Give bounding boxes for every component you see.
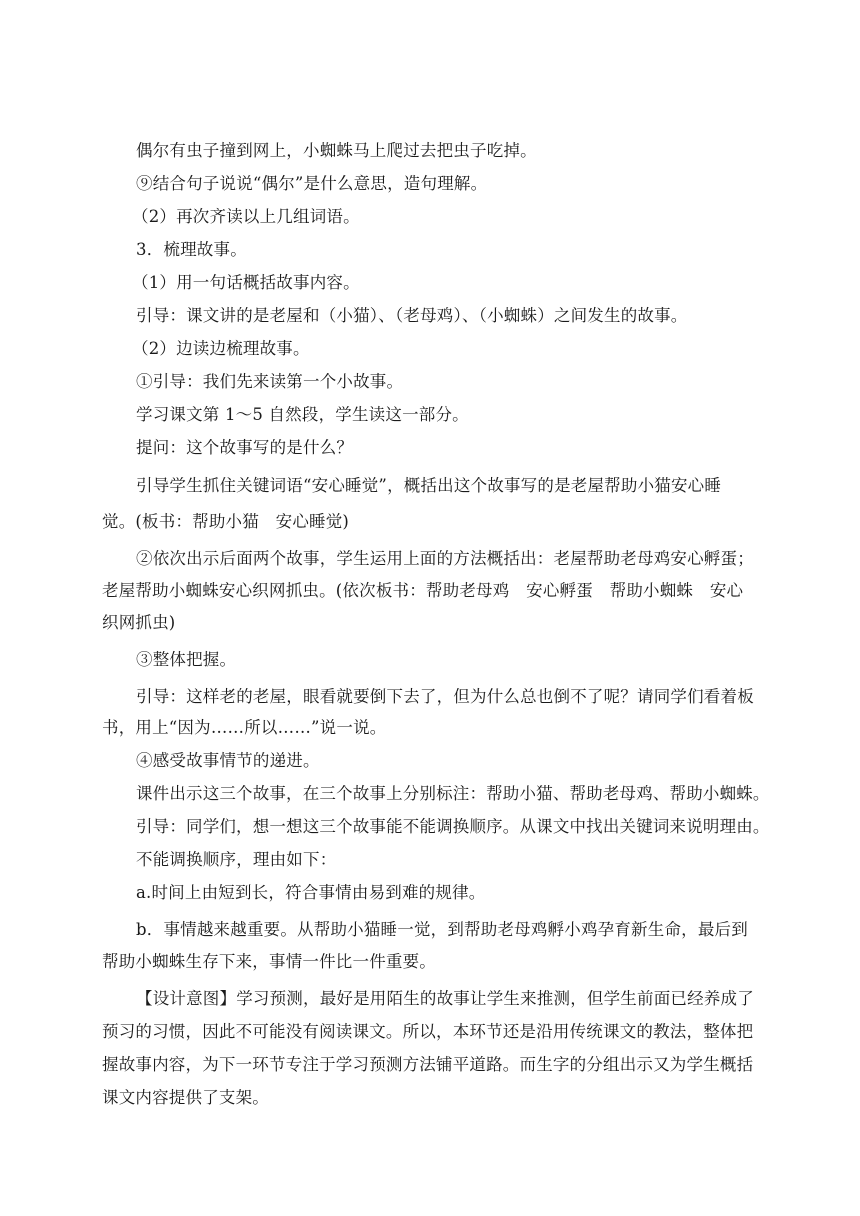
text-line: a.时间上由短到长，符合事情由易到难的规律。 bbox=[136, 883, 486, 902]
section-heading: 3．梳理故事。 bbox=[136, 240, 247, 259]
text-line: 提问：这个故事写的是什么？ bbox=[136, 438, 354, 457]
text-line: ②依次出示后面两个故事，学生运用上面的方法概括出：老屋帮助老母鸡安心孵蛋； bbox=[136, 549, 754, 568]
text-line: 书，用上“因为……所以……”说一说。 bbox=[102, 718, 387, 737]
text-line: 觉。(板书：帮助小猫 安心睡觉) bbox=[102, 512, 350, 531]
text-line: 织网抓虫) bbox=[102, 613, 176, 632]
text-line: ①引导：我们先来读第一个小故事。 bbox=[136, 372, 404, 391]
text-line: 课文内容提供了支架。 bbox=[102, 1088, 269, 1107]
text-line: 握故事内容，为下一环节专注于学习预测方法铺平道路。而生字的分组出示又为学生概括 bbox=[102, 1055, 754, 1074]
text-line: 帮助小蜘蛛生存下来，事情一件比一件重要。 bbox=[102, 952, 436, 971]
text-line: 【设计意图】学习预测，最好是用陌生的故事让学生来推测，但学生前面已经养成了 bbox=[136, 989, 754, 1008]
text-line: 引导学生抓住关键词语“安心睡觉”，概括出这个故事写的是老屋帮助小猫安心睡 bbox=[136, 476, 722, 495]
text-line: 引导：同学们，想一想这三个故事能不能调换顺序。从课文中找出关键词来说明理由。 bbox=[136, 817, 770, 836]
text-line: （2）再次齐读以上几组词语。 bbox=[132, 207, 360, 226]
text-line: 预习的习惯，因此不可能没有阅读课文。所以，本环节还是沿用传统课文的教法，整体把 bbox=[102, 1022, 754, 1041]
text-line: （2）边读边梳理故事。 bbox=[132, 339, 310, 358]
text-line: 课件出示这三个故事，在三个故事上分别标注：帮助小猫、帮助老母鸡、帮助小蜘蛛。 bbox=[136, 784, 770, 803]
text-line: ③整体把握。 bbox=[136, 650, 237, 669]
text-line: b．事情越来越重要。从帮助小猫睡一觉，到帮助老母鸡孵小鸡孕育新生命，最后到 bbox=[136, 920, 748, 939]
text-line: 老屋帮助小蜘蛛安心织网抓虫。(依次板书：帮助老母鸡 安心孵蛋 帮助小蜘蛛 安心 bbox=[102, 581, 744, 600]
text-line: 不能调换顺序，理由如下： bbox=[136, 850, 337, 869]
text-line: 偶尔有虫子撞到网上，小蜘蛛马上爬过去把虫子吃掉。 bbox=[136, 141, 537, 160]
text-line: 引导：课文讲的是老屋和（小猫）、（老母鸡）、（小蜘蛛）之间发生的故事。 bbox=[136, 306, 688, 325]
text-line: （1）用一句话概括故事内容。 bbox=[132, 273, 360, 292]
text-line: ④感受故事情节的递进。 bbox=[136, 751, 320, 770]
text-line: ⑨结合句子说说“偶尔”是什么意思，造句理解。 bbox=[136, 174, 488, 193]
text-line: 引导：这样老的老屋，眼看就要倒下去了，但为什么总也倒不了呢？请同学们看着板 bbox=[136, 687, 754, 706]
text-line: 学习课文第 1～5 自然段，学生读这一部分。 bbox=[136, 405, 469, 424]
